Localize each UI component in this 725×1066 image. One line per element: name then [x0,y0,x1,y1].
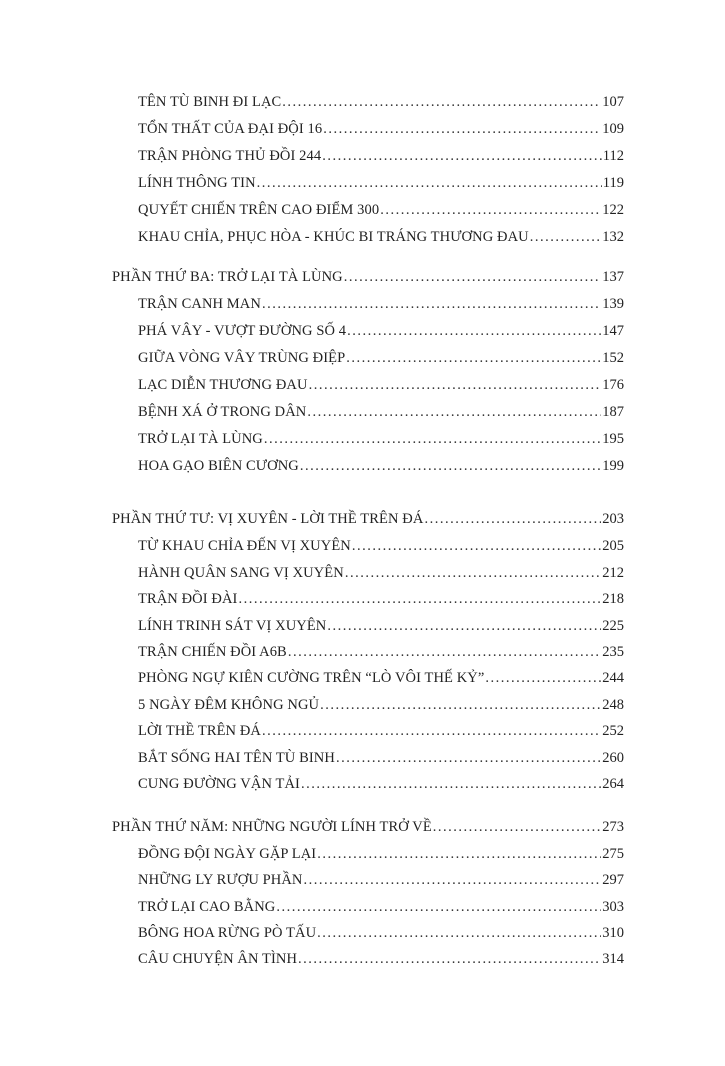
toc-entry-page: 205 [602,538,624,554]
dot-leader [485,669,601,687]
toc-entry-page: 275 [602,846,624,862]
toc-part-title: PHẦN THỨ BA: TRỞ LẠI TÀ LÙNG [112,269,343,285]
toc-entry-page: 109 [602,121,624,137]
toc-part-heading [112,510,624,528]
toc-entry-page: 252 [602,723,624,739]
toc-entry-page: 314 [602,951,624,967]
toc-entry [138,722,624,740]
dot-leader [320,696,601,714]
toc-entry [138,295,624,313]
toc-part-title: PHẦN THỨ TƯ: VỊ XUYÊN - LỜI THỀ TRÊN ĐÁ [112,511,424,527]
toc-entry [138,376,624,394]
toc-entry [138,845,624,863]
toc-entry-page: 137 [602,269,624,285]
toc-entry [138,120,624,138]
toc-entry-title: BỆNH XÁ Ở TRONG DÂN [138,404,307,420]
toc-entry-title: TÊN TÙ BINH ĐI LẠC [138,94,282,110]
dot-leader [344,268,602,286]
toc-entry-page: 132 [602,229,624,245]
toc-entry [138,749,624,767]
dot-leader [322,147,602,165]
dot-leader [336,749,601,767]
toc-entry-page: 199 [602,458,624,474]
toc-entry-page: 310 [602,925,624,941]
toc-entry [138,457,624,475]
toc-entry-title: TRỞ LẠI CAO BẰNG [138,899,276,915]
dot-leader [346,349,601,367]
dot-leader [307,403,601,421]
toc-entry-page: 260 [602,750,624,766]
toc-entry-page: 147 [602,323,624,339]
toc-part-heading [112,818,624,836]
toc-entry [138,201,624,219]
toc-entry [138,430,624,448]
toc-entry-page: 244 [602,670,624,686]
dot-leader [264,430,601,448]
toc-entry-title: HÀNH QUÂN SANG VỊ XUYÊN [138,565,344,581]
toc-entry [138,669,624,687]
toc-entry-title: PHÒNG NGỰ KIÊN CƯỜNG TRÊN “LÒ VÔI THẾ KỶ” [138,670,485,686]
toc-entry [138,696,624,714]
toc-entry-page: 176 [602,377,624,393]
toc-entry [138,617,624,635]
dot-leader [347,322,601,340]
dot-leader [317,845,601,863]
toc-entry-title: TỔN THẤT CỦA ĐẠI ĐỘI 16 [138,121,323,137]
toc-entry [138,537,624,555]
dot-leader [327,617,601,635]
toc-entry-page: 152 [602,350,624,366]
toc-entry [138,228,624,246]
dot-leader [380,201,601,219]
toc-entry-page: 248 [602,697,624,713]
toc-entry-page: 187 [602,404,624,420]
toc-entry-title: TRẬN CANH MAN [138,296,261,312]
toc-entry-page: 122 [602,202,624,218]
toc-entry [138,403,624,421]
toc-entry-title: QUYẾT CHIẾN TRÊN CAO ĐIỂM 300 [138,202,380,218]
toc-entry [138,564,624,582]
toc-entry [138,924,624,942]
dot-leader [317,924,601,942]
toc-entry-title: LẠC DIỄN THƯƠNG ĐAU [138,377,308,393]
toc-entry-title: LỜI THỀ TRÊN ĐÁ [138,723,261,739]
dot-leader [304,871,602,889]
toc-entry-page: 195 [602,431,624,447]
toc-entry [138,950,624,968]
toc-entry-title: TRẬN CHIẾN ĐỒI A6B [138,644,287,660]
toc-entry-title: CÂU CHUYỆN ÂN TÌNH [138,951,298,967]
toc-entry-page: 112 [602,148,624,164]
toc-entry [138,174,624,192]
toc-entry-title: 5 NGÀY ĐÊM KHÔNG NGỦ [138,697,320,713]
toc-entry-title: TỪ KHAU CHỈA ĐẾN VỊ XUYÊN [138,538,351,554]
dot-leader [424,510,601,528]
toc-part-title: PHẦN THỨ NĂM: NHỮNG NGƯỜI LÍNH TRỞ VỀ [112,819,432,835]
toc-entry-title: BÔNG HOA RỪNG PÒ TẤU [138,925,317,941]
toc-entry-title: KHAU CHỈA, PHỤC HÒA - KHÚC BI TRÁNG THƯƠNG ĐAU [138,229,529,245]
dot-leader [323,120,601,138]
toc-entry-page: 212 [602,565,624,581]
toc-entry [138,775,624,793]
toc-entry-title: PHÁ VÂY - VƯỢT ĐƯỜNG SỐ 4 [138,323,347,339]
toc-entry-title: GIỮA VÒNG VÂY TRÙNG ĐIỆP [138,350,346,366]
toc-entry [138,898,624,916]
toc-entry-page: 139 [602,296,624,312]
toc-entry-page: 107 [602,94,624,110]
dot-leader [345,564,601,582]
toc-entry-title: TRẬN PHÒNG THỦ ĐỒI 244 [138,148,322,164]
toc-entry-page: 297 [602,872,624,888]
dot-leader [352,537,601,555]
toc-entry-page: 303 [602,899,624,915]
toc-entry-page: 119 [602,175,624,191]
toc-entry [138,93,624,111]
toc-entry-page: 225 [602,618,624,634]
dot-leader [298,950,601,968]
toc-entry-page: 264 [602,776,624,792]
dot-leader [300,457,601,475]
toc-entry-page: 218 [602,591,624,607]
toc-entry-title: CUNG ĐƯỜNG VẬN TẢI [138,776,300,792]
toc-entry [138,590,624,608]
toc-entry-title: BẮT SỐNG HAI TÊN TÙ BINH [138,750,335,766]
toc-entry-title: TRẬN ĐỒI ĐÀI [138,591,238,607]
toc-entry-title: HOA GẠO BIÊN CƯƠNG [138,458,299,474]
toc-entry-page: 273 [602,819,624,835]
dot-leader [262,295,601,313]
dot-leader [288,643,601,661]
dot-leader [309,376,602,394]
toc-entry-title: LÍNH THÔNG TIN [138,175,256,191]
toc-entry-title: TRỞ LẠI TÀ LÙNG [138,431,263,447]
dot-leader [262,722,601,740]
toc-entry-title: ĐỒNG ĐỘI NGÀY GẶP LẠI [138,846,317,862]
toc-entry-page: 203 [602,511,624,527]
toc-entry-title: NHỮNG LY RƯỢU PHẦN [138,872,303,888]
toc-entry-page: 235 [602,644,624,660]
toc-entry-title: LÍNH TRINH SÁT VỊ XUYÊN [138,618,327,634]
dot-leader [238,590,601,608]
dot-leader [282,93,601,111]
toc-entry [138,871,624,889]
dot-leader [301,775,601,793]
toc-entry [138,322,624,340]
toc-entry [138,147,624,165]
dot-leader [433,818,601,836]
dot-leader [530,228,602,246]
dot-leader [276,898,601,916]
toc-part-heading [112,268,624,286]
toc-entry [138,349,624,367]
dot-leader [257,174,602,192]
toc-entry [138,643,624,661]
